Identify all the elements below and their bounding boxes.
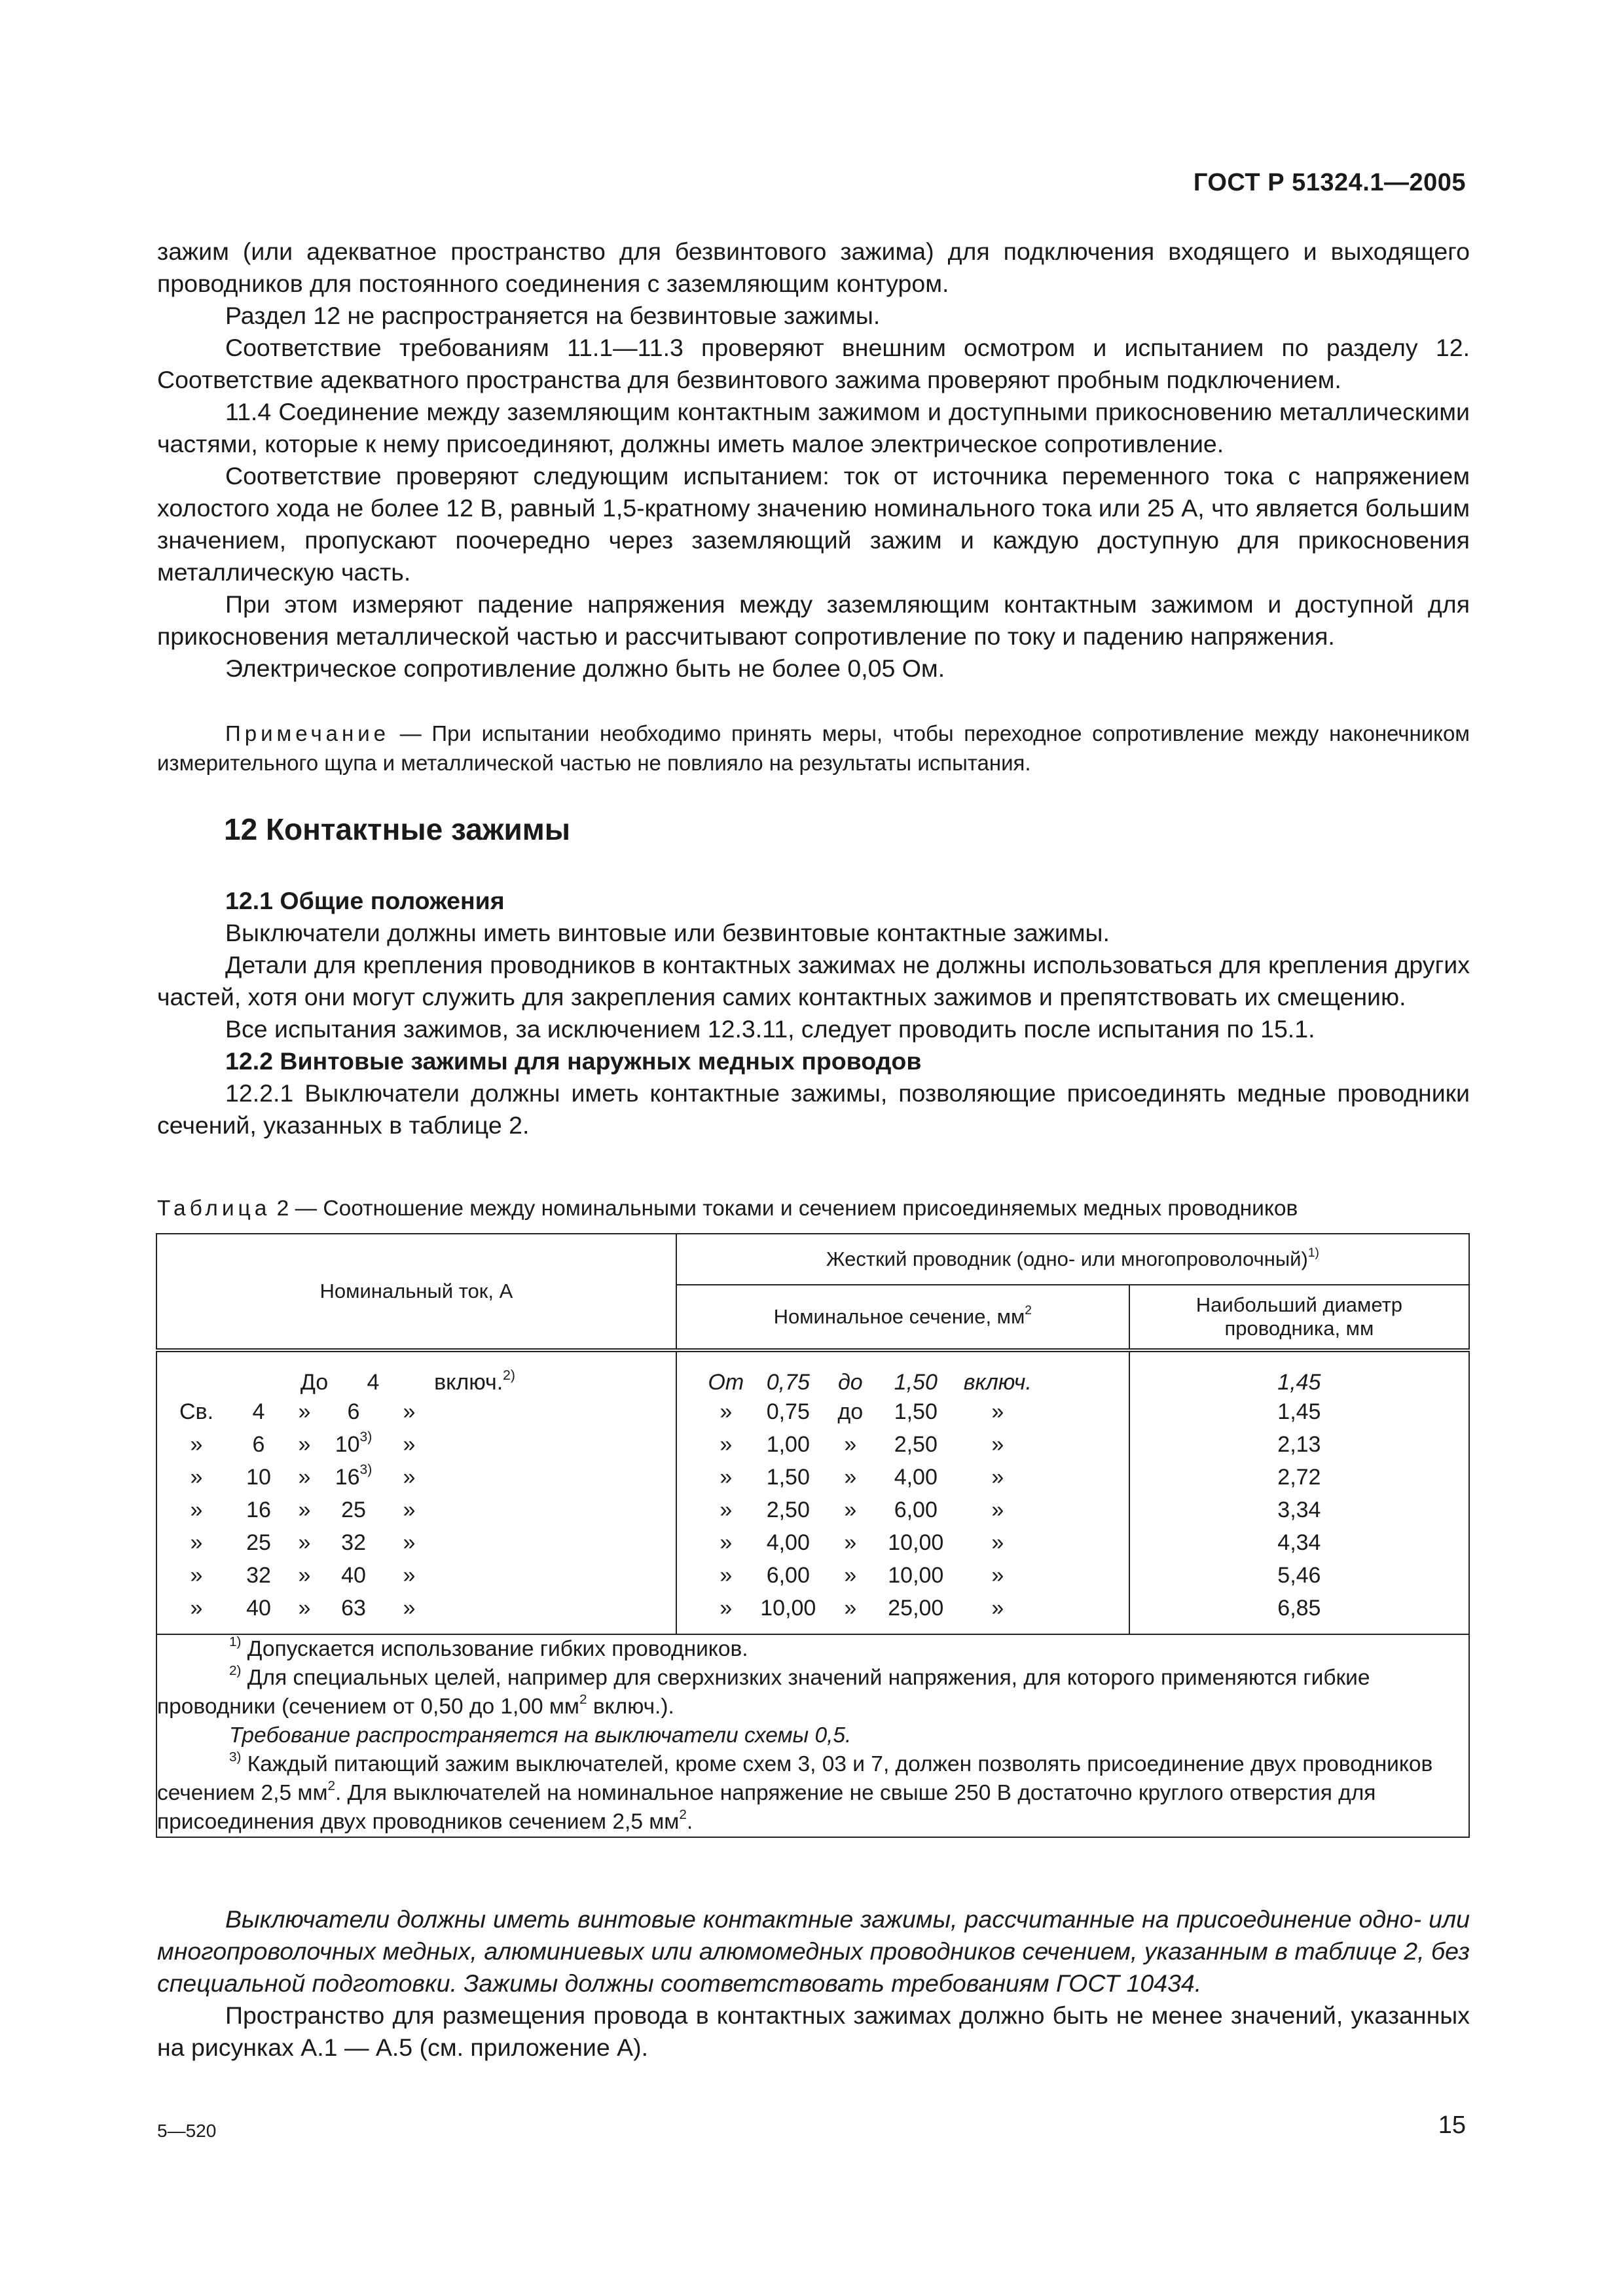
note — [157, 719, 1470, 778]
cell-current — [156, 1350, 676, 1395]
footnote-2 — [157, 1664, 1468, 1721]
table-caption — [157, 1196, 1470, 1221]
superscript: 2 — [679, 1806, 687, 1822]
footnote-3 — [157, 1750, 1468, 1837]
cell-part: » — [403, 1530, 416, 1555]
cell-part: 10$^{3)}$ — [335, 1429, 373, 1457]
cell-part: » — [991, 1595, 1004, 1621]
cell-part: » — [403, 1497, 416, 1522]
cell-part: » — [720, 1431, 733, 1457]
paragraph: Детали для крепления проводников в контактных зажимах не должны использоваться для крепления других частей, хотя они могут служить для закрепления самих контактных зажимов и препятствовать их смещению. — [157, 951, 1470, 1011]
footnote-1 — [157, 1635, 1468, 1664]
cell-part: до — [837, 1370, 863, 1395]
paragraph: Соответствие проверяют следующим испытанием: ток от источника переменного тока с напряжением холостого хода не более 12 В, равный 1,5-кратному значению номинального тока или 25 А, что является большим значением, пропускают поочередно через заземляющий зажим и каждую доступную для прикосновения металлическую часть. — [157, 462, 1470, 586]
subsection-heading: 12.2 Винтовые зажимы для наружных медных проводов — [225, 1047, 922, 1075]
section-heading: 12 Контактные зажимы — [224, 812, 571, 846]
cell-part: до — [837, 1399, 864, 1424]
cell-part: » — [844, 1497, 857, 1522]
header-rigid-label: Жесткий проводник (одно- или многопроволочный) — [826, 1247, 1308, 1270]
cell-part: 40 — [341, 1562, 366, 1588]
paragraph: Выключатели должны иметь винтовые или безвинтовые контактные зажимы. — [225, 919, 1110, 946]
table-footnotes — [156, 1634, 1469, 1837]
cell-part: » — [190, 1530, 203, 1555]
header-diameter-label: Наибольший диаметр проводника, мм — [1195, 1293, 1403, 1340]
cell-part: » — [403, 1562, 416, 1588]
cell-part: 16$^{3)}$ — [335, 1462, 373, 1490]
paragraph: Электрическое сопротивление должно быть не более 0,05 Ом. — [225, 655, 945, 682]
cell-current — [156, 1494, 676, 1526]
cell-section — [676, 1428, 1129, 1461]
cell-section — [676, 1559, 1129, 1592]
cell-part: » — [991, 1530, 1004, 1555]
footnote-text: Допускается использование гибких проводников. — [247, 1637, 748, 1661]
paragraph: Соответствие требованиям 11.1—11.3 проверяют внешним осмотром и испытанием по разделу 12. Соответствие адекватного пространства для безвинтового зажима проверяют пробным подключением. — [157, 334, 1470, 393]
superscript: 2 — [327, 1778, 336, 1793]
cell-value: 4,34 — [1277, 1530, 1321, 1555]
cell-diameter — [1129, 1526, 1469, 1559]
table-row — [156, 1494, 1469, 1526]
cell-part: 32 — [341, 1530, 366, 1555]
table-row — [156, 1592, 1469, 1634]
cell-part: Св. — [179, 1399, 214, 1424]
cell-part: » — [720, 1399, 733, 1424]
document-code: ГОСТ Р 51324.1—2005 — [1193, 169, 1466, 196]
cell-current — [156, 1428, 676, 1461]
cell-part: » — [991, 1464, 1004, 1490]
cell-part: 32 — [246, 1562, 271, 1588]
table-row — [156, 1559, 1469, 1592]
cell-value: 6,85 — [1277, 1595, 1321, 1621]
cell-part: » — [844, 1464, 857, 1490]
cell-value: 1,45 — [1277, 1370, 1321, 1395]
footnote-mark: 1) — [229, 1634, 242, 1649]
cell-part: 1,50 — [894, 1370, 938, 1395]
cell-part: » — [991, 1497, 1004, 1522]
cell-part: » — [298, 1530, 311, 1555]
cell-part: » — [991, 1431, 1004, 1457]
cell-diameter — [1129, 1350, 1469, 1395]
cell-part: 0,75 — [766, 1370, 810, 1395]
paragraph: Раздел 12 не распространяется на безвинтовые зажимы. — [225, 302, 881, 329]
footnote-text: . — [686, 1810, 693, 1834]
table-row — [156, 1395, 1469, 1428]
cell-part: 16 — [246, 1497, 271, 1522]
cell-section — [676, 1526, 1129, 1559]
footnote-ref: 2) — [503, 1367, 515, 1383]
table-row — [156, 1428, 1469, 1461]
cell-current — [156, 1395, 676, 1428]
table-body — [156, 1350, 1469, 1634]
paragraph: 11.4 Соединение между заземляющим контактным зажимом и доступными прикосновению металлическими частями, которые к нему присоединяют, должны иметь малое электрическое сопротивление. — [157, 398, 1470, 457]
cell-value: 2,13 — [1277, 1431, 1321, 1457]
paragraph: Пространство для размещения провода в контактных зажимах должно быть не менее значений, указанных на рисунках А.1 — А.5 (см. приложение А). — [157, 2001, 1470, 2061]
cell-part: 10 — [246, 1464, 271, 1490]
cell-section — [676, 1461, 1129, 1494]
cell-part: » — [190, 1595, 203, 1621]
cell-part: 25 — [341, 1497, 366, 1522]
cell-part: » — [403, 1431, 416, 1457]
cell-part: » — [403, 1399, 416, 1424]
cell-part: 1,50 — [766, 1464, 810, 1490]
after-table-text — [157, 1903, 1470, 2064]
footnote-ref: 3) — [359, 1462, 373, 1478]
cell-part: 63 — [341, 1595, 366, 1621]
footnote-text: Каждый питающий зажим выключателей, кроме схем 3, 03 и 7, должен позволять присоединение двух проводников сечением 2,5 мм — [157, 1752, 1433, 1805]
superscript: 2 — [1025, 1303, 1032, 1318]
footnote-ref: 3) — [359, 1429, 373, 1445]
cell-part: » — [190, 1464, 203, 1490]
table-row — [156, 1461, 1469, 1494]
page-number: 15 — [1438, 2111, 1466, 2139]
cell-part: 6 — [252, 1431, 265, 1457]
table-row — [156, 1350, 1469, 1395]
cell-part: » — [298, 1399, 311, 1424]
cell-part: 10,00 — [760, 1595, 816, 1621]
cell-part: » — [190, 1562, 203, 1588]
intro-text — [157, 236, 1470, 685]
cell-part: 10,00 — [888, 1562, 944, 1588]
note-label: Примечание — [225, 721, 390, 745]
cell-part: 6 — [347, 1399, 360, 1424]
cell-current — [156, 1526, 676, 1559]
cell-current — [156, 1592, 676, 1634]
cell-part: 1,00 — [766, 1431, 810, 1457]
paragraph: 12.2.1 Выключатели должны иметь контактные зажимы, позволяющие присоединять медные проводники сечений, указанных в таблице 2. — [157, 1079, 1470, 1139]
cell-part: » — [298, 1464, 311, 1490]
paragraph: При этом измеряют падение напряжения между заземляющим контактным зажимом и доступной для прикосновения металлической частью и рассчитывают сопротивление по току и падению напряжения. — [157, 590, 1470, 650]
header-rigid — [676, 1234, 1469, 1285]
cell-part: » — [720, 1497, 733, 1522]
subsection-heading: 12.1 Общие положения — [225, 887, 505, 914]
cell-part: » — [844, 1595, 857, 1621]
cell-part: » — [298, 1595, 311, 1621]
paragraph: Все испытания зажимов, за исключением 12.3.11, следует проводить после испытания по 15.1. — [225, 1015, 1315, 1043]
footnote-text: . Для выключателей на номинальное напряжение не свыше 250 В достаточно круглого отверстия для присоединения двух проводников сечением 2,5 мм — [157, 1781, 1376, 1834]
cell-part: включ. — [963, 1370, 1032, 1395]
footnote-mark: 2) — [229, 1662, 242, 1678]
cell-diameter — [1129, 1559, 1469, 1592]
cell-diameter — [1129, 1461, 1469, 1494]
cell-section — [676, 1592, 1129, 1634]
cell-part: » — [844, 1530, 857, 1555]
header-section — [676, 1285, 1129, 1350]
cell-part: До — [300, 1370, 329, 1395]
cell-section — [676, 1494, 1129, 1526]
print-code: 5—520 — [157, 2121, 217, 2141]
superscript: 2 — [579, 1691, 587, 1707]
cell-part: » — [720, 1562, 733, 1588]
cell-part: 4,00 — [894, 1464, 938, 1490]
cell-part: » — [844, 1562, 857, 1588]
cell-value: 5,46 — [1277, 1562, 1321, 1588]
cell-part: 25 — [246, 1530, 271, 1555]
cell-diameter — [1129, 1395, 1469, 1428]
footnote-ref: 1) — [1307, 1246, 1319, 1260]
footnote-2-italic: Требование распространяется на выключатели схемы 0,5. — [229, 1723, 852, 1748]
cell-part: » — [991, 1399, 1004, 1424]
cell-part: » — [403, 1595, 416, 1621]
cell-diameter — [1129, 1494, 1469, 1526]
cell-section — [676, 1350, 1129, 1395]
cell-value: 3,34 — [1277, 1497, 1321, 1522]
cell-part: 2,50 — [766, 1497, 810, 1522]
footnote-text: включ.). — [587, 1695, 674, 1719]
cell-part: » — [298, 1431, 311, 1457]
header-section-label: Номинальное сечение, мм — [773, 1305, 1025, 1328]
cell-part: » — [190, 1431, 203, 1457]
cell-part: включ.$^{2)}$ — [434, 1367, 515, 1395]
table-2 — [156, 1233, 1470, 1838]
cell-part: » — [720, 1595, 733, 1621]
note-text: — При испытании необходимо принять меры, чтобы переходное сопротивление между наконечником измерительного щупа и металлической частью не повлияло на результаты испытания. — [157, 721, 1470, 775]
cell-part: 1,50 — [894, 1399, 938, 1424]
footnote-text: Для специальных целей, например для сверхнизких значений напряжения, для которого применяются гибкие проводники (сечением от 0,50 до 1,00 мм — [157, 1666, 1370, 1719]
cell-part: 4 — [252, 1399, 265, 1424]
cell-part: 2,50 — [894, 1431, 938, 1457]
section-text — [157, 885, 1470, 1141]
paragraph: зажим (или адекватное пространство для безвинтового зажима) для подключения входящего и выходящего проводников для постоянного соединения с заземляющим контуром. — [157, 238, 1470, 297]
cell-section — [676, 1395, 1129, 1428]
cell-current — [156, 1559, 676, 1592]
cell-part: » — [844, 1431, 857, 1457]
cell-part: » — [190, 1497, 203, 1522]
cell-part: » — [403, 1464, 416, 1490]
cell-part: От — [708, 1370, 744, 1395]
cell-value: 2,72 — [1277, 1464, 1321, 1490]
cell-part: 40 — [246, 1595, 271, 1621]
table-caption-text: 2 — Соотношение между номинальными токами и сечением присоединяемых медных проводников — [276, 1196, 1298, 1221]
cell-diameter — [1129, 1592, 1469, 1634]
header-current-label: Номинальный ток, А — [319, 1280, 513, 1302]
header-diameter — [1129, 1285, 1469, 1350]
cell-diameter — [1129, 1428, 1469, 1461]
cell-part: 4,00 — [766, 1530, 810, 1555]
cell-part: » — [298, 1497, 311, 1522]
cell-part: » — [298, 1562, 311, 1588]
cell-part: » — [991, 1562, 1004, 1588]
cell-part: 4 — [367, 1370, 380, 1395]
header-current — [156, 1234, 676, 1350]
cell-part: 6,00 — [894, 1497, 938, 1522]
footnote-mark: 3) — [229, 1749, 242, 1765]
table-caption-label: Таблица — [157, 1196, 271, 1221]
italic-paragraph: Выключатели должны иметь винтовые контактные зажимы, рассчитанные на присоединение одно- или многопроволочных медных, алюминиевых или алюмомедных проводников сечением, указанным в таблице 2, без специальной подготовки. Зажимы должны соответствовать требованиям ГОСТ 10434. — [157, 1905, 1470, 1997]
cell-part: 6,00 — [766, 1562, 810, 1588]
cell-part: » — [720, 1464, 733, 1490]
cell-part: 0,75 — [766, 1399, 810, 1424]
cell-value: 1,45 — [1277, 1399, 1321, 1424]
cell-part: 10,00 — [888, 1530, 944, 1555]
cell-part: » — [720, 1530, 733, 1555]
cell-part: 25,00 — [888, 1595, 944, 1621]
table-row — [156, 1526, 1469, 1559]
cell-current — [156, 1461, 676, 1494]
